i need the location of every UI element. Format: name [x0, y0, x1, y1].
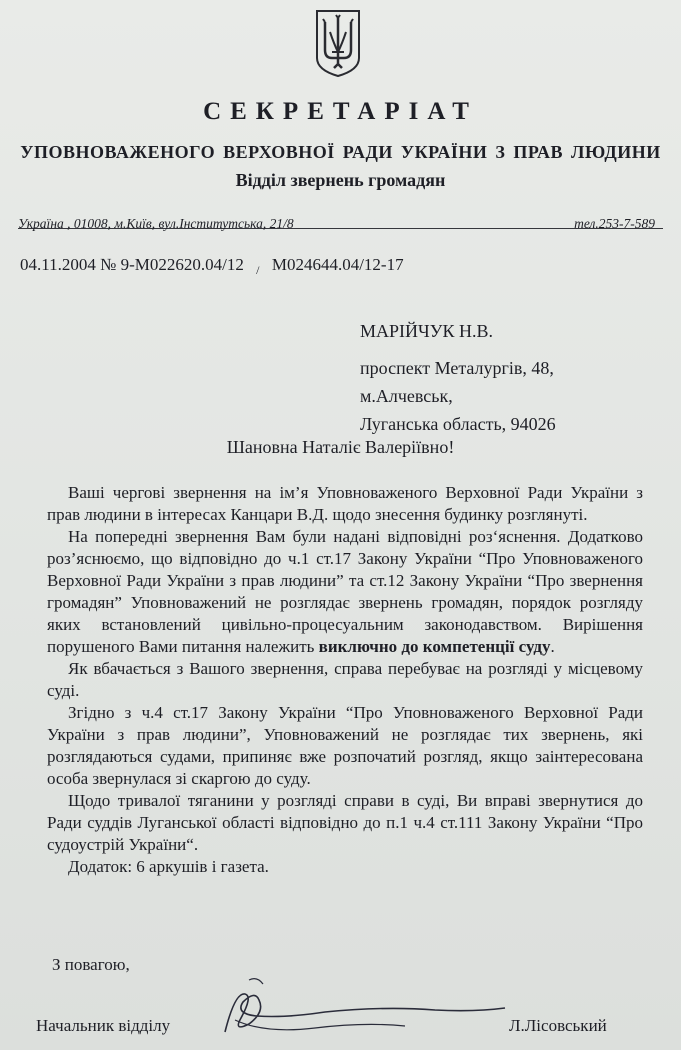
organization-name: УПОВНОВАЖЕНОГО ВЕРХОВНОЇ РАДИ УКРАЇНИ З ПРАВ ЛЮДИНИ: [20, 142, 661, 162]
department-name: Відділ звернень громадян: [235, 170, 446, 190]
body-paragraph-4: Згідно з ч.4 ст.17 Закону України “Про Уповноваженого Верховної Ради України з прав людини”, Уповноважений не розглядає тих звернень, які розглядаються судами, припиняє вже розпочатий розгляд, якщо заінтересована особа звернулася зі скаргою до суду.: [47, 703, 643, 788]
body-paragraph-2-text: На попередні звернення Вам були надані відповідні роз‘яснення. Додатково роз’яснюємо, що відповідно до ч.1 ст.17 Закону України “Про Уповноваженого Верховної Ради України з прав людини” та ст.12 Закону України “Про звернення громадян” Уповноважений не розглядає звернень громадян, порядок розгляду яких встановлений цивільно-процесуальним законодавством. Вирішення порушеного Вами питання належить: [47, 527, 643, 656]
office-address: Україна , 01008, м.Київ, вул.Інститутська, 21/8: [18, 216, 294, 231]
recipient-name: МАРІЙЧУК Н.В.: [360, 321, 493, 341]
body-paragraph-2-end: .: [550, 637, 555, 656]
body-paragraph-5: Щодо тривалої тяганини у розгляді справи в суді, Ви вправі звернутися до Ради суддів Луганської області відповідно до п.1 ч.4 ст.111 Закону України “Про судоустрій України“.: [47, 791, 643, 854]
body-paragraph-2: [47, 526, 643, 658]
court-competence-emphasis: виключно до компетенції суду: [318, 637, 551, 656]
letter-body: [47, 482, 643, 878]
signer-position: Начальник відділу: [36, 1016, 171, 1035]
recipient-street: проспект Металургів, 48,: [360, 358, 554, 378]
signer-name: Л.Лісовський: [509, 1016, 607, 1035]
reference-date-number: 04.11.2004 № 9-М022620.04/12: [20, 255, 244, 274]
body-paragraph-3: Як вбачається з Вашого звернення, справа перебуває на розгляді у місцевому суді.: [47, 659, 643, 700]
office-phone: тел.253-7-589: [574, 216, 655, 231]
recipient-city: м.Алчевськ,: [360, 386, 453, 406]
salutation: Шановна Наталіє Валеріївно!: [226, 437, 455, 457]
recipient-region: Луганська область, 94026: [360, 414, 556, 434]
slash-mark: /: [256, 263, 260, 277]
trident-emblem-icon: [314, 8, 362, 78]
body-paragraph-1: Ваші чергові звернення на ім’я Уповноваженого Верховної Ради України з прав людини в інтересах Канцари В.Д. щодо знесення будинку розглянуті.: [47, 483, 643, 524]
recipient-block: [360, 322, 556, 443]
secretariat-title: СЕКРЕТАРІАТ: [203, 98, 478, 125]
handwritten-signature: [205, 972, 515, 1046]
attachment-note: Додаток: 6 аркушів і газета.: [68, 857, 269, 876]
contact-line: [18, 206, 663, 229]
reference-second-number: М024644.04/12-17: [271, 255, 404, 274]
closing-regards: З повагою,: [52, 955, 130, 974]
reference-line: [20, 255, 404, 278]
